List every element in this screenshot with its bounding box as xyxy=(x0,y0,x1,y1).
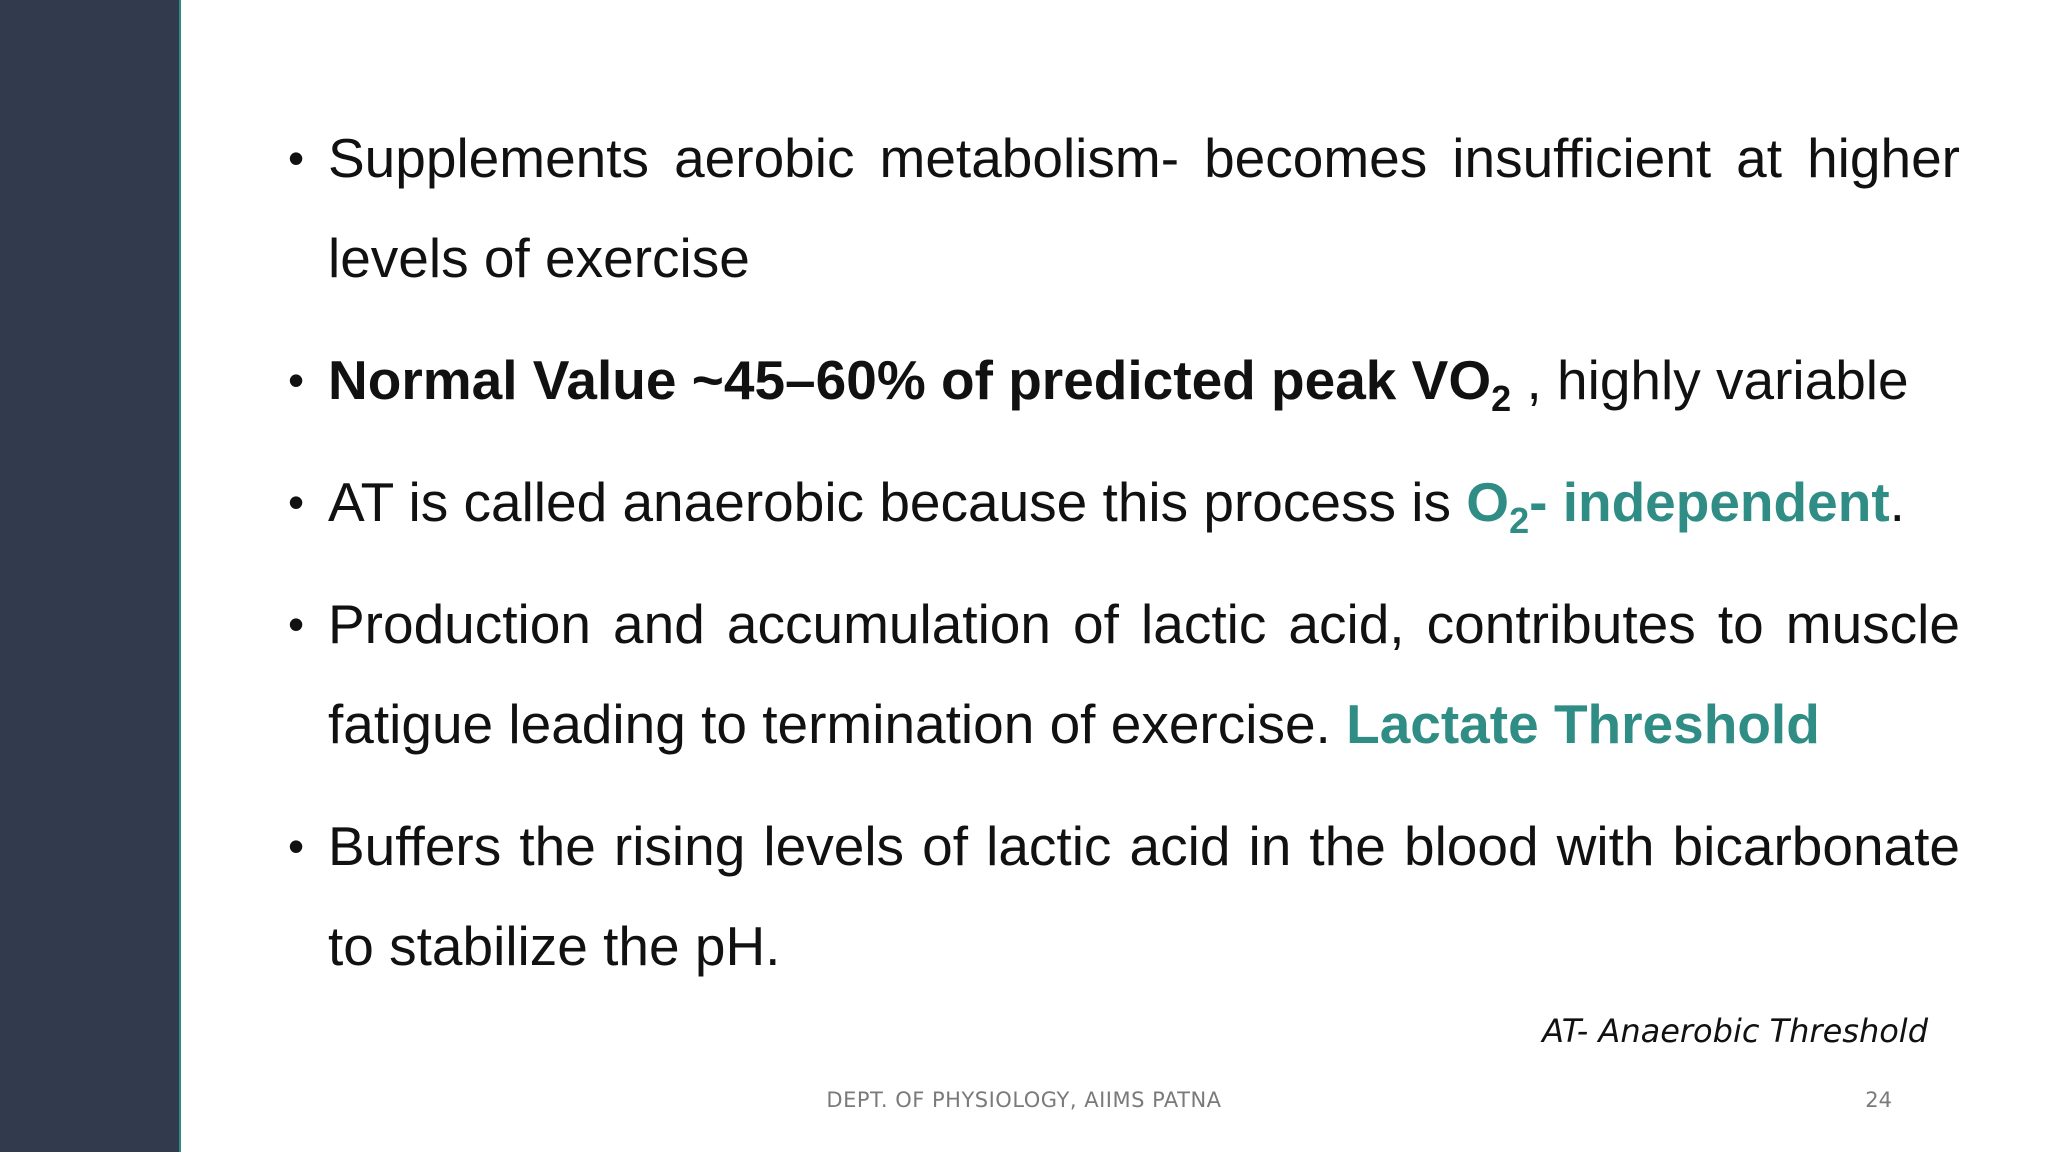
bullet-anaerobic xyxy=(288,452,1960,552)
o2-independent-highlight xyxy=(1466,471,1890,541)
bullet-dot: • xyxy=(288,820,305,872)
vo2-subscript: 2 xyxy=(1491,378,1512,419)
buffers-text: Buffers the rising levels of lactic acid in the blood with bicarbonate to stabilize the pH. xyxy=(328,815,1960,977)
lactate-threshold-highlight: Lactate Threshold xyxy=(1346,693,1820,755)
lactic-acid-text: Production and accumulation of lactic acid, contributes to muscle fatigue leading to termination of exercise. xyxy=(328,593,1960,755)
bullet-list xyxy=(288,108,1960,996)
independent-text: - independent xyxy=(1529,471,1890,533)
normal-value-bold xyxy=(328,349,1512,419)
bullet-dot: • xyxy=(288,598,305,650)
sidebar-band xyxy=(0,0,181,1152)
bullet-dot: • xyxy=(288,354,305,406)
bullet-supplements xyxy=(288,108,1960,308)
bullet-dot: • xyxy=(288,132,305,184)
bullet-normal-value xyxy=(288,330,1960,430)
page-number: 24 xyxy=(1865,1088,1892,1112)
bullet-lactic-acid xyxy=(288,574,1960,774)
o2-subscript: 2 xyxy=(1509,500,1530,541)
normal-value-text: Normal Value ~45–60% of predicted peak VO xyxy=(328,349,1492,411)
footnote: AT- Anaerobic Threshold xyxy=(1542,1012,1928,1050)
normal-value-rest: , highly variable xyxy=(1511,349,1909,411)
footer-department: DEPT. OF PHYSIOLOGY, AIIMS PATNA xyxy=(826,1088,1222,1112)
o2-letter: O xyxy=(1466,471,1510,533)
bullet-buffers xyxy=(288,796,1960,996)
anaerobic-text: AT is called anaerobic because this process is xyxy=(328,471,1467,533)
bullet-text: Supplements aerobic metabolism- becomes insufficient at higher levels of exercise xyxy=(328,127,1960,289)
bullet-dot: • xyxy=(288,476,305,528)
anaerobic-end: . xyxy=(1889,471,1905,533)
